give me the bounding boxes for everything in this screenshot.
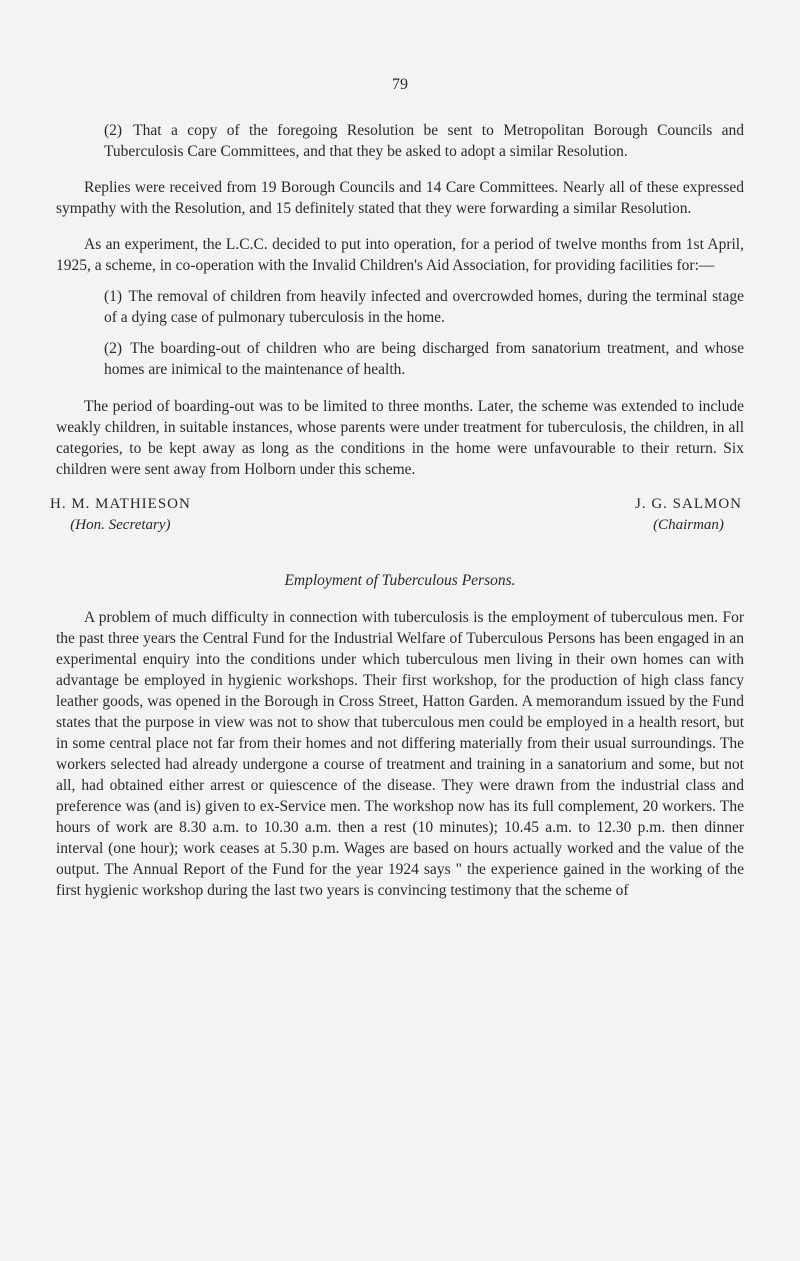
resolution-item-2-text: That a copy of the foregoing Resolution be sent to Metropolitan Borough Councils and Tuberculosis Care Committees, and that they be asked to adopt a similar Resolution. <box>104 122 744 160</box>
signature-chairman-name: J. G. SALMON <box>634 496 742 512</box>
paragraph-replies: Replies were received from 19 Borough Councils and 14 Care Committees. Nearly all of these expressed sympathy with the Resolution, and 15 definitely stated that they were forwarding a similar Resolution. <box>56 179 744 217</box>
signature-secretary-role: (Hon. Secretary) <box>70 517 171 533</box>
facility-item-1-number: (1) <box>104 288 123 305</box>
resolution-item-2 <box>56 120 744 162</box>
resolution-item-2-number: (2) <box>104 122 123 139</box>
page-content <box>50 120 744 901</box>
facility-item-2 <box>56 338 744 380</box>
section-heading: Employment of Tuberculous Persons. <box>284 572 516 589</box>
facility-item-1-text: The removal of children from heavily infected and overcrowded homes, during the terminal stage of a dying case of pulmonary tuberculosis in the home. <box>104 288 744 326</box>
signature-chairman-role: (Chairman) <box>653 517 724 533</box>
paragraph-experiment: As an experiment, the L.C.C. decided to put into operation, for a period of twelve months from 1st April, 1925, a scheme, in co-operation with the Invalid Children's Aid Association, for providing facilities for:— <box>56 236 744 274</box>
page-number: 79 <box>392 76 408 93</box>
facility-item-2-text: The boarding-out of children who are being discharged from sanatorium treatment, and whose homes are inimical to the maintenance of health. <box>104 340 744 378</box>
paragraph-boarding-out: The period of boarding-out was to be limited to three months. Later, the scheme was extended to include weakly children, in suitable instances, whose parents were under treatment for tuberculosis, the children, in all categories, to be kept away as long as the conditions in the home were unfavourable to their return. Six children were sent away from Holborn under this scheme. <box>56 398 744 478</box>
facility-item-1 <box>56 286 744 328</box>
signature-secretary-name: H. M. MATHIESON <box>50 496 191 512</box>
signature-chairman <box>635 494 742 536</box>
signature-secretary <box>50 494 191 536</box>
signature-block <box>50 494 744 536</box>
paragraph-employment: A problem of much difficulty in connection with tuberculosis is the employment of tuberculous men. For the past three years the Central Fund for the Industrial Welfare of Tuberculous Persons has been engaged in an experimental enquiry into the conditions under which tuberculous men living in their own homes can with advantage be employed in hygienic workshops. Their first workshop, for the production of high class fancy leather goods, was opened in the Borough in Cross Street, Hatton Garden. A memorandum issued by the Fund states that the purpose in view was not to show that tuberculous men could be employed in a health resort, but in some central place not far from their homes and not differing materially from their usual surroundings. The workers selected had already undergone a course of treatment and training in a sanatorium and some, but not all, had obtained either arrest or quiescence of the disease. They were drawn from the industrial class and preference was (and is) given to ex-Service men. The workshop now has its full complement, 20 workers. The hours of work are 8.30 a.m. to 10.30 a.m. then a rest (10 minutes); 10.45 a.m. to 12.30 p.m. then dinner interval (one hour); work ceases at 5.30 p.m. Wages are based on hours actually worked and the value of the output. The Annual Report of the Fund for the year 1924 says " the experience gained in the working of the first hygienic workshop during the last two years is convincing testimony that the scheme of <box>56 609 744 899</box>
facility-item-2-number: (2) <box>104 340 123 357</box>
